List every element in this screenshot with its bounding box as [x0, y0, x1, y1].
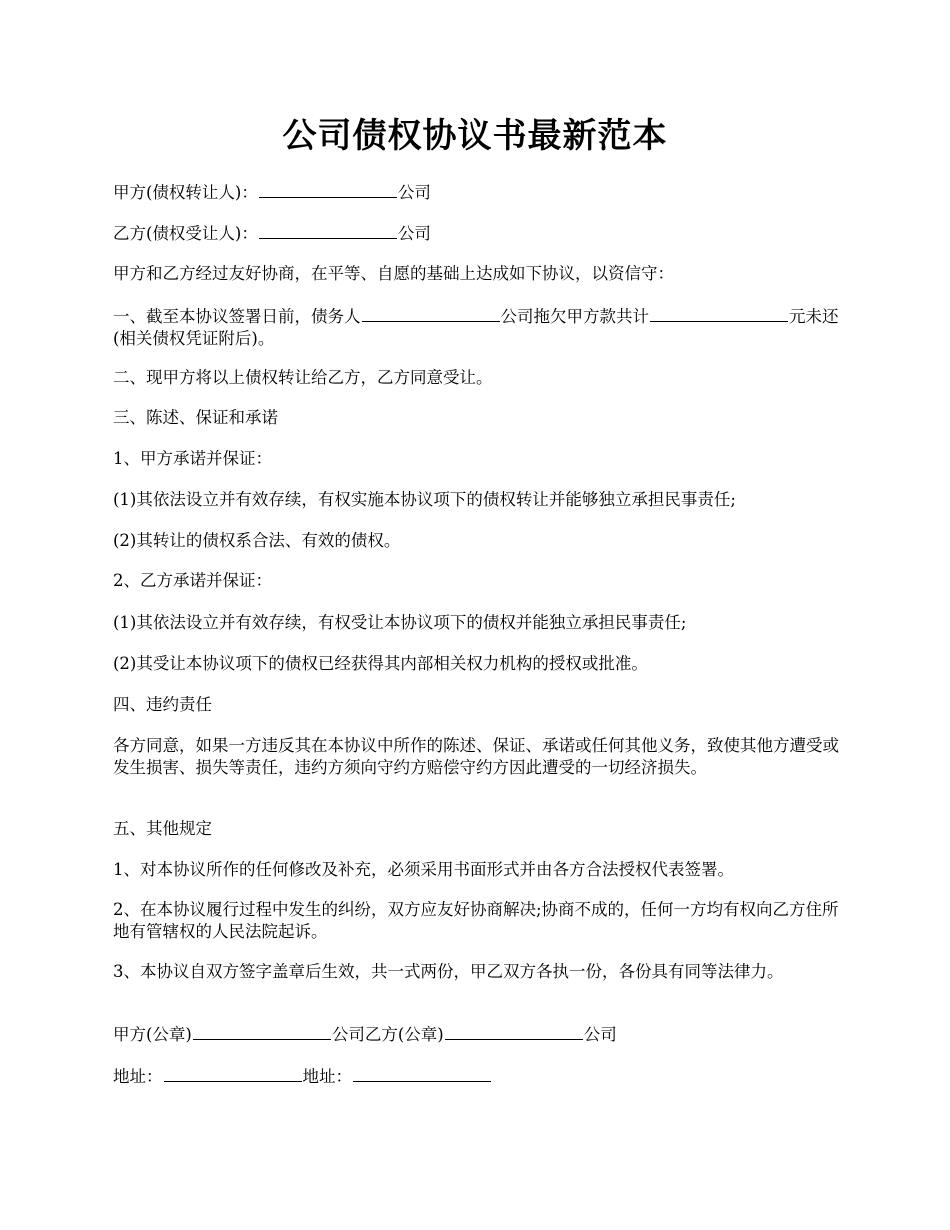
clause-3-heading: 三、陈述、保证和承诺 — [113, 408, 278, 427]
clause-5-2: 2、在本协议履行过程中发生的纠纷，双方应友好协商解决;协商不成的，任何一方均有权向乙方住所地有管辖权的人民法院起诉。 — [113, 900, 839, 941]
party-a-blank — [259, 181, 397, 198]
party-b-line — [113, 222, 840, 245]
clause-3-2-a: (1)其依法设立并有效存续，有权受让本协议项下的债权并能独立承担民事责任; — [113, 613, 687, 632]
signature-b-suffix: 公司 — [583, 1025, 617, 1044]
amount-blank — [650, 305, 788, 322]
clause-5-3: 3、本协议自双方签字盖章后生效，共一式两份，甲乙双方各执一份，各份具有同等法律力。 — [113, 962, 784, 981]
clause-4-heading: 四、违约责任 — [113, 695, 212, 714]
debtor-blank — [362, 305, 500, 322]
clause-3-1: 1、甲方承诺并保证： — [113, 449, 272, 468]
address-line — [113, 1065, 840, 1088]
document-title: 公司债权协议书最新范本 — [282, 116, 668, 156]
intro-paragraph: 甲方和乙方经过友好协商，在平等、自愿的基础上达成如下协议，以资信守： — [113, 264, 674, 283]
party-b-blank — [259, 222, 397, 239]
clause-1-part3: 元未还(相关债权凭证附后)。 — [113, 307, 839, 348]
party-a-line — [113, 181, 840, 204]
clause-1-part1: 一、截至本协议签署日前，债务人 — [113, 307, 361, 326]
clause-1 — [113, 305, 840, 350]
signature-a-label: 甲方(公章) — [113, 1025, 192, 1044]
clause-2: 二、现甲方将以上债权转让给乙方，乙方同意受让。 — [113, 368, 493, 387]
address-a-blank — [164, 1065, 302, 1082]
clause-5-heading: 五、其他规定 — [113, 819, 212, 838]
address-a-label: 地址： — [113, 1067, 163, 1086]
signature-b-blank — [445, 1023, 583, 1040]
clause-3-1-a: (1)其依法设立并有效存续，有权实施本协议项下的债权转让并能够独立承担民事责任; — [113, 490, 736, 509]
party-b-label: 乙方(债权受让人)： — [113, 224, 258, 243]
clause-3-2-b: (2)其受让本协议项下的债权已经获得其内部相关权力机构的授权或批准。 — [113, 654, 648, 673]
clause-4-body: 各方同意，如果一方违反其在本协议中所作的陈述、保证、承诺或任何其他义务，致使其他方遭受或发生损害、损失等责任，违约方须向守约方赔偿守约方因此遭受的一切经济损失。 — [113, 736, 839, 777]
address-b-blank — [353, 1065, 491, 1082]
clause-3-1-b: (2)其转让的债权系合法、有效的债权。 — [113, 531, 401, 550]
clause-3-2: 2、乙方承诺并保证： — [113, 571, 272, 590]
clause-1-part2: 公司拖欠甲方款共计 — [500, 307, 649, 326]
address-b-label: 地址： — [302, 1067, 352, 1086]
clause-5-1: 1、对本协议所作的任何修改及补充，必须采用书面形式并由各方合法授权代表签署。 — [113, 860, 734, 879]
party-a-suffix: 公司 — [397, 183, 431, 202]
signature-a-blank — [193, 1023, 331, 1040]
party-a-label: 甲方(债权转让人)： — [113, 183, 258, 202]
signature-line — [113, 1023, 840, 1046]
signature-a-suffix: 公司乙方(公章) — [331, 1025, 444, 1044]
party-b-suffix: 公司 — [397, 224, 431, 243]
